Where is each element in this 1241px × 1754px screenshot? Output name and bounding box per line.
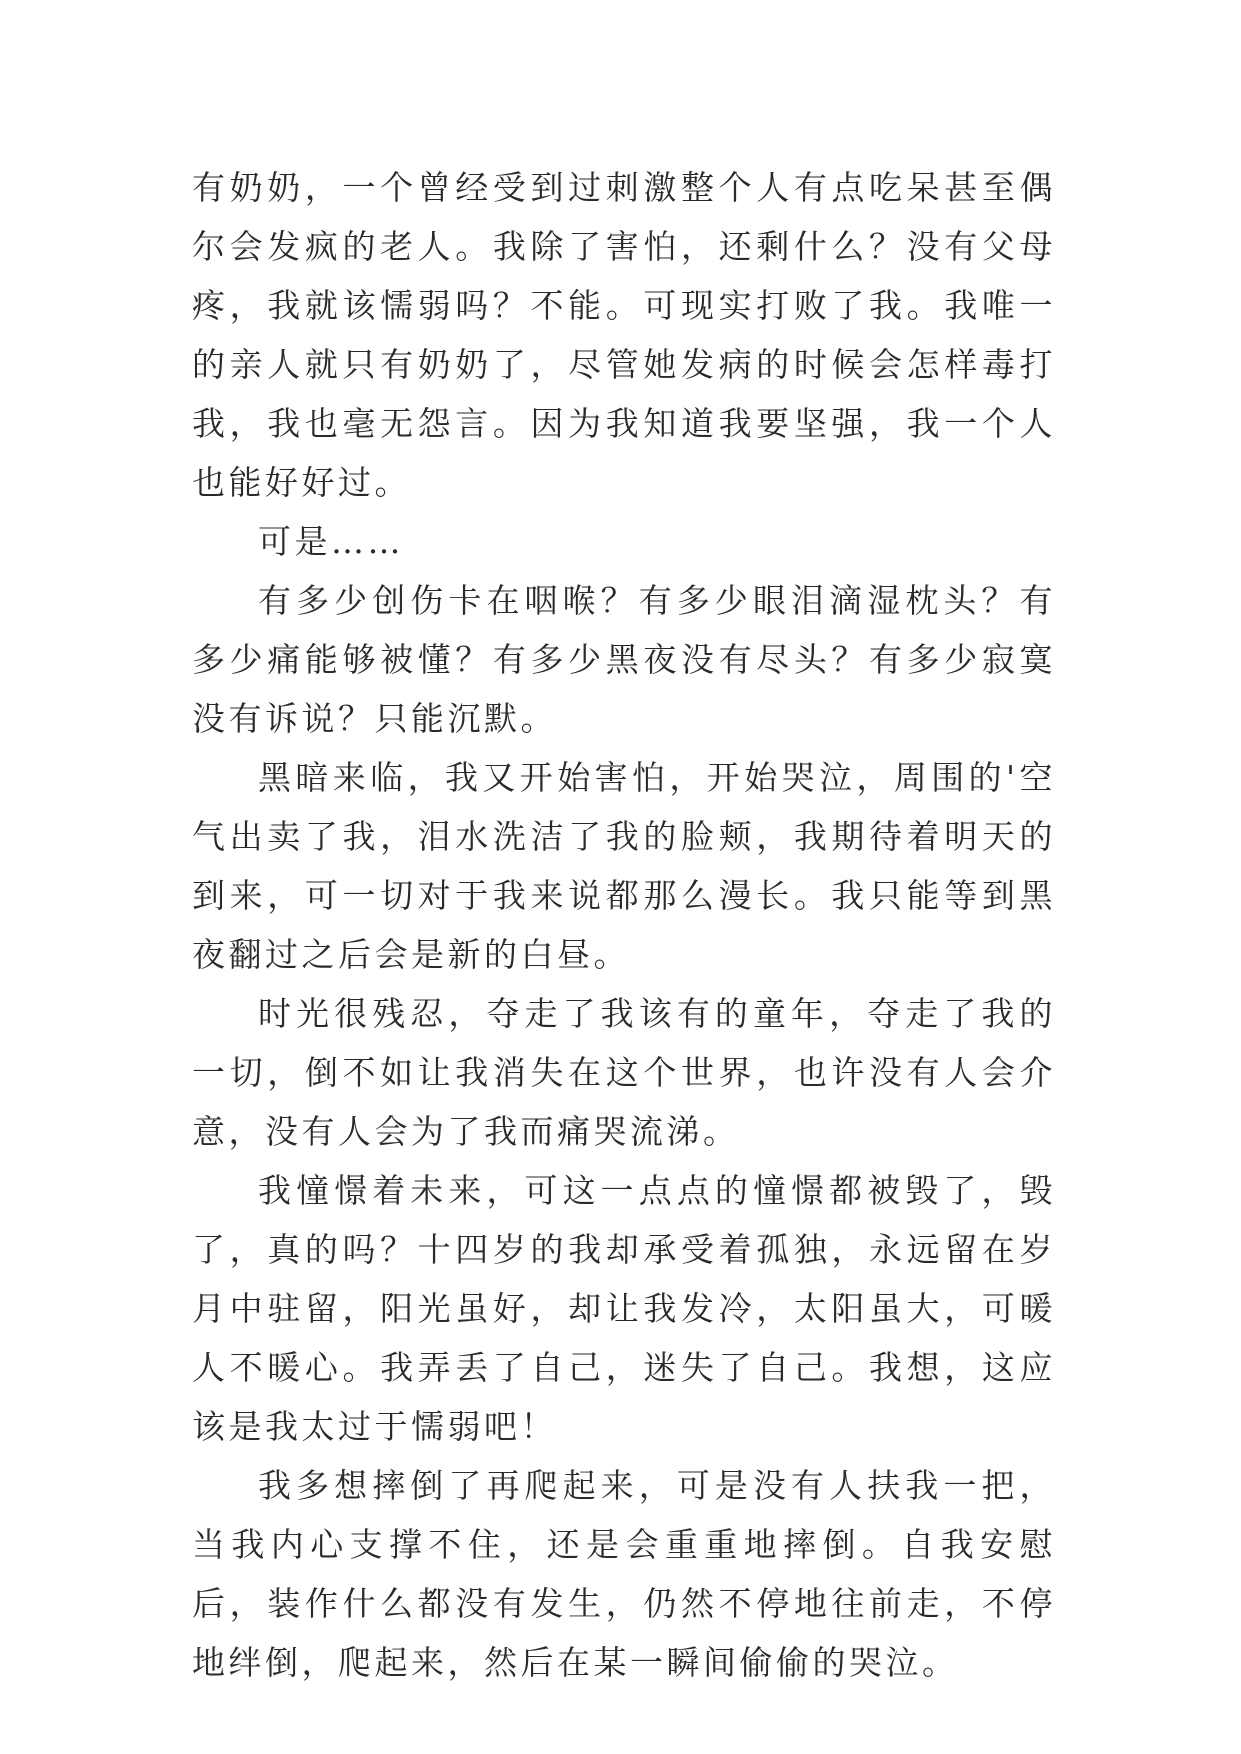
paragraph-2: 可是……: [258, 522, 404, 561]
paragraph-3: 有多少创伤卡在咽喉？有多少眼泪滴湿枕头？有多少痛能够被懂？有多少黑夜没有尽头？有多少寂寞没有诉说？只能沉默。: [192, 581, 1056, 738]
paragraph-4: 黑暗来临，我又开始害怕，开始哭泣，周围的'空气出卖了我，泪水洗洁了我的脸颊，我期待着明天的到来，可一切对于我来说都那么漫长。我只能等到黑夜翻过之后会是新的白昼。: [192, 758, 1056, 974]
paragraph-1: 有奶奶，一个曾经受到过刺激整个人有点吃呆甚至偶尔会发疯的老人。我除了害怕，还剩什么？没有父母疼，我就该懦弱吗？不能。可现实打败了我。我唯一的亲人就只有奶奶了，尽管她发病的时候会怎样毒打我，我也毫无怨言。因为我知道我要坚强，我一个人也能好好过。: [192, 168, 1056, 502]
paragraph-7: 我多想摔倒了再爬起来，可是没有人扶我一把，当我内心支撑不住，还是会重重地摔倒。自我安慰后，装作什么都没有发生，仍然不停地往前走，不停地绊倒，爬起来，然后在某一瞬间偷偷的哭泣。: [192, 1466, 1056, 1682]
document-body: [192, 158, 1056, 1692]
paragraph-6: 我憧憬着未来，可这一点点的憧憬都被毁了，毁了，真的吗？十四岁的我却承受着孤独，永远留在岁月中驻留，阳光虽好，却让我发冷，太阳虽大，可暖人不暖心。我弄丢了自己，迷失了自己。我想，这应该是我太过于懦弱吧！: [192, 1171, 1056, 1446]
paragraph-5: 时光很残忍，夺走了我该有的童年，夺走了我的一切，倒不如让我消失在这个世界，也许没有人会介意，没有人会为了我而痛哭流涕。: [192, 994, 1056, 1151]
